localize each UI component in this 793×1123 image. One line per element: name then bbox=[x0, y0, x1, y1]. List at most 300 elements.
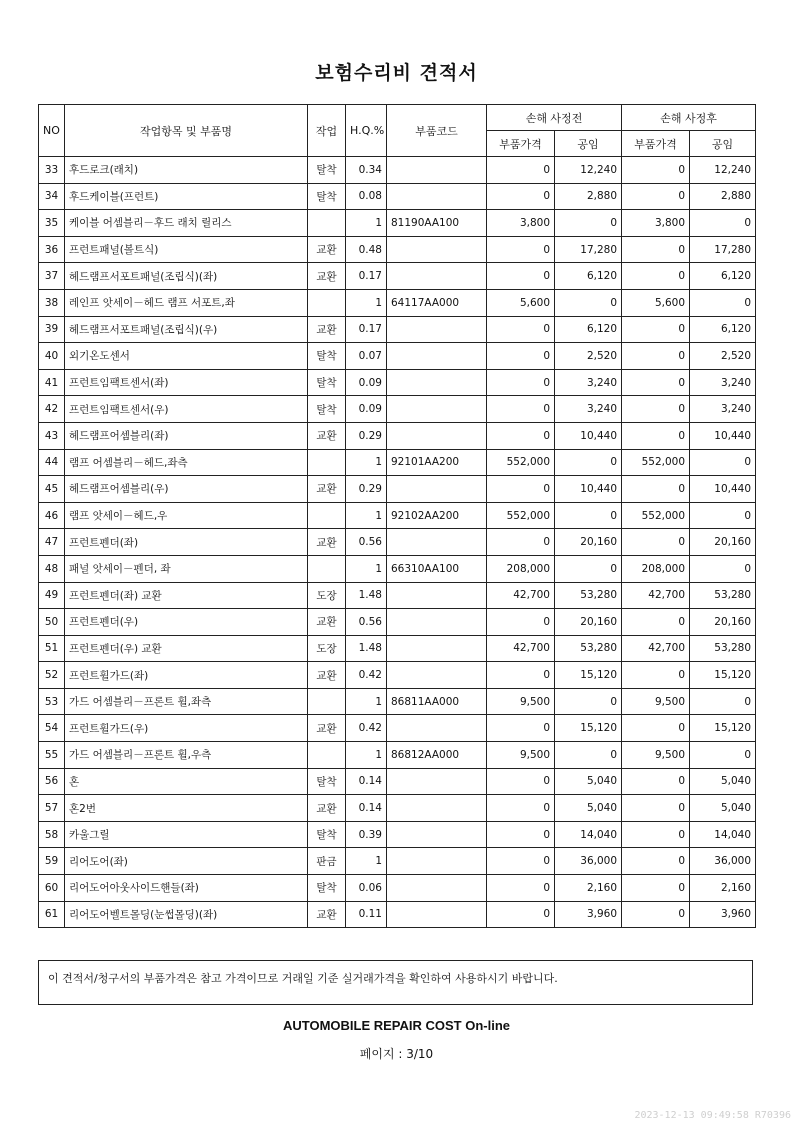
cell-part-code bbox=[387, 715, 487, 742]
cell-after-labor: 0 bbox=[690, 555, 756, 582]
cell-after-labor: 0 bbox=[690, 289, 756, 316]
cell-work: 교환 bbox=[308, 609, 346, 636]
cell-before-part-price: 208,000 bbox=[487, 555, 555, 582]
table-row bbox=[39, 555, 756, 582]
cell-before-labor: 0 bbox=[555, 742, 622, 769]
cell-hq: 0.14 bbox=[346, 768, 387, 795]
cell-before-labor: 0 bbox=[555, 449, 622, 476]
cell-before-labor: 53,280 bbox=[555, 582, 622, 609]
cell-before-labor: 0 bbox=[555, 555, 622, 582]
cell-before-part-price: 0 bbox=[487, 821, 555, 848]
cell-no: 46 bbox=[39, 502, 65, 529]
cell-before-labor: 15,120 bbox=[555, 715, 622, 742]
cell-no: 35 bbox=[39, 210, 65, 237]
cell-before-labor: 10,440 bbox=[555, 476, 622, 503]
cell-work: 교환 bbox=[308, 529, 346, 556]
cell-work: 교환 bbox=[308, 901, 346, 928]
cell-work: 탈착 bbox=[308, 768, 346, 795]
cell-part-code bbox=[387, 343, 487, 370]
table-row bbox=[39, 715, 756, 742]
cell-after-labor: 20,160 bbox=[690, 529, 756, 556]
cell-after-labor: 3,240 bbox=[690, 369, 756, 396]
cell-before-labor: 2,160 bbox=[555, 875, 622, 902]
table-row bbox=[39, 609, 756, 636]
cell-before-labor: 12,240 bbox=[555, 157, 622, 184]
cell-before-labor: 20,160 bbox=[555, 529, 622, 556]
table-row bbox=[39, 157, 756, 184]
cell-hq: 0.09 bbox=[346, 396, 387, 423]
header-hq: H.Q.% bbox=[346, 105, 387, 157]
cell-hq: 0.17 bbox=[346, 263, 387, 290]
cell-after-part-price: 552,000 bbox=[622, 449, 690, 476]
cell-after-labor: 5,040 bbox=[690, 768, 756, 795]
cell-item-name: 프런트휠가드(우) bbox=[65, 715, 308, 742]
cell-after-labor: 12,240 bbox=[690, 157, 756, 184]
table-row bbox=[39, 901, 756, 928]
cell-part-code bbox=[387, 529, 487, 556]
table-row bbox=[39, 236, 756, 263]
cell-after-part-price: 0 bbox=[622, 183, 690, 210]
cell-hq: 0.48 bbox=[346, 236, 387, 263]
header-before-part-price: 부품가격 bbox=[487, 131, 555, 157]
cell-after-part-price: 42,700 bbox=[622, 582, 690, 609]
cell-after-labor: 15,120 bbox=[690, 662, 756, 689]
cell-after-part-price: 0 bbox=[622, 529, 690, 556]
header-before-labor: 공임 bbox=[555, 131, 622, 157]
cell-item-name: 혼 bbox=[65, 768, 308, 795]
cell-after-part-price: 0 bbox=[622, 662, 690, 689]
cell-no: 55 bbox=[39, 742, 65, 769]
cell-work bbox=[308, 449, 346, 476]
cell-after-part-price: 0 bbox=[622, 343, 690, 370]
cell-before-labor: 5,040 bbox=[555, 768, 622, 795]
cell-part-code bbox=[387, 821, 487, 848]
cell-before-labor: 20,160 bbox=[555, 609, 622, 636]
cell-no: 59 bbox=[39, 848, 65, 875]
cell-before-part-price: 9,500 bbox=[487, 742, 555, 769]
cell-item-name: 프런트펜더(좌) 교환 bbox=[65, 582, 308, 609]
header-no: NO bbox=[39, 105, 65, 157]
cell-work: 교환 bbox=[308, 662, 346, 689]
cell-part-code bbox=[387, 582, 487, 609]
cell-before-part-price: 0 bbox=[487, 396, 555, 423]
cell-before-labor: 0 bbox=[555, 688, 622, 715]
cell-hq: 1 bbox=[346, 449, 387, 476]
document-title: 보험수리비 견적서 bbox=[315, 62, 478, 84]
cell-part-code bbox=[387, 396, 487, 423]
cell-after-labor: 2,160 bbox=[690, 875, 756, 902]
cell-after-part-price: 9,500 bbox=[622, 742, 690, 769]
cell-item-name: 외기온도센서 bbox=[65, 343, 308, 370]
cell-no: 57 bbox=[39, 795, 65, 822]
cell-before-labor: 2,520 bbox=[555, 343, 622, 370]
footer-title: AUTOMOBILE REPAIR COST On-line bbox=[282, 1018, 511, 1033]
cell-before-part-price: 0 bbox=[487, 476, 555, 503]
cell-before-part-price: 42,700 bbox=[487, 582, 555, 609]
cell-item-name: 헤드램프어셈블리(우) bbox=[65, 476, 308, 503]
cell-after-labor: 3,960 bbox=[690, 901, 756, 928]
cell-before-labor: 3,240 bbox=[555, 396, 622, 423]
cell-after-part-price: 208,000 bbox=[622, 555, 690, 582]
table-row bbox=[39, 476, 756, 503]
cell-before-part-price: 0 bbox=[487, 369, 555, 396]
cell-before-labor: 53,280 bbox=[555, 635, 622, 662]
timestamp-watermark: 2023-12-13 09:49:58 R70396 bbox=[634, 1110, 791, 1121]
cell-after-labor: 15,120 bbox=[690, 715, 756, 742]
cell-work bbox=[308, 555, 346, 582]
cell-work: 교환 bbox=[308, 316, 346, 343]
cell-part-code bbox=[387, 901, 487, 928]
table-row bbox=[39, 396, 756, 423]
cell-after-part-price: 0 bbox=[622, 609, 690, 636]
cell-work: 탈착 bbox=[308, 343, 346, 370]
table-row bbox=[39, 635, 756, 662]
header-before-assessment: 손해 사정전 bbox=[487, 105, 622, 131]
table-row bbox=[39, 821, 756, 848]
cell-no: 41 bbox=[39, 369, 65, 396]
cell-hq: 1.48 bbox=[346, 582, 387, 609]
cell-item-name: 램프 어셈블리－헤드,좌측 bbox=[65, 449, 308, 476]
cell-no: 51 bbox=[39, 635, 65, 662]
cell-before-part-price: 0 bbox=[487, 529, 555, 556]
cell-before-part-price: 0 bbox=[487, 795, 555, 822]
cell-item-name: 프런트패널(볼트식) bbox=[65, 236, 308, 263]
table-row bbox=[39, 263, 756, 290]
cell-item-name: 프런트펜더(좌) bbox=[65, 529, 308, 556]
cell-no: 52 bbox=[39, 662, 65, 689]
cell-after-part-price: 0 bbox=[622, 795, 690, 822]
cell-before-part-price: 0 bbox=[487, 901, 555, 928]
cell-after-labor: 6,120 bbox=[690, 263, 756, 290]
cell-work: 탈착 bbox=[308, 875, 346, 902]
cell-after-labor: 0 bbox=[690, 688, 756, 715]
cell-work: 교환 bbox=[308, 715, 346, 742]
cell-item-name: 헤드램프서포트패널(조립식)(우) bbox=[65, 316, 308, 343]
cell-after-labor: 14,040 bbox=[690, 821, 756, 848]
cell-before-part-price: 552,000 bbox=[487, 449, 555, 476]
cell-before-part-price: 0 bbox=[487, 715, 555, 742]
cell-item-name: 헤드램프어셈블리(좌) bbox=[65, 422, 308, 449]
cell-part-code: 64117AA000 bbox=[387, 289, 487, 316]
cell-part-code bbox=[387, 369, 487, 396]
cell-item-name: 혼2번 bbox=[65, 795, 308, 822]
cell-work: 교환 bbox=[308, 795, 346, 822]
cell-hq: 0.29 bbox=[346, 422, 387, 449]
cell-item-name: 패널 앗세이－펜더, 좌 bbox=[65, 555, 308, 582]
cell-no: 60 bbox=[39, 875, 65, 902]
cell-after-part-price: 0 bbox=[622, 369, 690, 396]
cell-before-labor: 0 bbox=[555, 210, 622, 237]
cell-item-name: 프런트펜더(우) 교환 bbox=[65, 635, 308, 662]
cell-item-name: 가드 어셈블리－프론트 휠,좌측 bbox=[65, 688, 308, 715]
cell-hq: 0.09 bbox=[346, 369, 387, 396]
cell-after-labor: 0 bbox=[690, 742, 756, 769]
cell-hq: 1 bbox=[346, 210, 387, 237]
header-part-code: 부품코드 bbox=[387, 105, 487, 157]
cell-hq: 0.42 bbox=[346, 715, 387, 742]
cell-after-part-price: 0 bbox=[622, 316, 690, 343]
cell-before-labor: 3,240 bbox=[555, 369, 622, 396]
cell-after-part-price: 9,500 bbox=[622, 688, 690, 715]
cell-item-name: 리어도어벨트몰딩(눈썹몰딩)(좌) bbox=[65, 901, 308, 928]
cell-item-name: 리어도어아웃사이드핸들(좌) bbox=[65, 875, 308, 902]
cell-before-part-price: 0 bbox=[487, 157, 555, 184]
cell-hq: 1 bbox=[346, 742, 387, 769]
cell-part-code bbox=[387, 183, 487, 210]
cell-before-part-price: 0 bbox=[487, 263, 555, 290]
table-row bbox=[39, 316, 756, 343]
cell-before-part-price: 0 bbox=[487, 875, 555, 902]
cell-no: 44 bbox=[39, 449, 65, 476]
cell-after-labor: 53,280 bbox=[690, 635, 756, 662]
cell-after-labor: 5,040 bbox=[690, 795, 756, 822]
cell-after-labor: 0 bbox=[690, 210, 756, 237]
cell-hq: 1 bbox=[346, 848, 387, 875]
cell-after-labor: 36,000 bbox=[690, 848, 756, 875]
cell-after-labor: 10,440 bbox=[690, 422, 756, 449]
cell-item-name: 헤드램프서포트패널(조립식)(좌) bbox=[65, 263, 308, 290]
table-row bbox=[39, 795, 756, 822]
cell-part-code bbox=[387, 768, 487, 795]
cell-before-labor: 0 bbox=[555, 502, 622, 529]
cell-item-name: 프런트펜더(우) bbox=[65, 609, 308, 636]
cell-before-labor: 14,040 bbox=[555, 821, 622, 848]
cell-work bbox=[308, 502, 346, 529]
cell-item-name: 후드케이블(프런트) bbox=[65, 183, 308, 210]
cell-no: 50 bbox=[39, 609, 65, 636]
header-item: 작업항목 및 부품명 bbox=[65, 105, 308, 157]
cell-after-labor: 0 bbox=[690, 502, 756, 529]
cell-before-part-price: 0 bbox=[487, 422, 555, 449]
cell-hq: 0.56 bbox=[346, 609, 387, 636]
table-header bbox=[39, 105, 756, 157]
cell-work: 탈착 bbox=[308, 821, 346, 848]
cell-after-part-price: 0 bbox=[622, 157, 690, 184]
cell-hq: 1.48 bbox=[346, 635, 387, 662]
cell-before-labor: 10,440 bbox=[555, 422, 622, 449]
cell-work: 탈착 bbox=[308, 396, 346, 423]
cell-after-part-price: 0 bbox=[622, 263, 690, 290]
cell-no: 40 bbox=[39, 343, 65, 370]
cell-after-part-price: 552,000 bbox=[622, 502, 690, 529]
cell-after-part-price: 0 bbox=[622, 848, 690, 875]
cell-item-name: 레인프 앗세이－헤드 램프 서포트,좌 bbox=[65, 289, 308, 316]
cell-part-code bbox=[387, 157, 487, 184]
cell-after-part-price: 0 bbox=[622, 901, 690, 928]
cell-no: 56 bbox=[39, 768, 65, 795]
table-body bbox=[39, 157, 756, 928]
cell-before-labor: 5,040 bbox=[555, 795, 622, 822]
cell-part-code bbox=[387, 662, 487, 689]
cell-part-code bbox=[387, 316, 487, 343]
cell-after-part-price: 5,600 bbox=[622, 289, 690, 316]
cell-before-part-price: 5,600 bbox=[487, 289, 555, 316]
cell-after-part-price: 0 bbox=[622, 768, 690, 795]
cell-work: 교환 bbox=[308, 236, 346, 263]
cell-part-code bbox=[387, 875, 487, 902]
cell-after-labor: 3,240 bbox=[690, 396, 756, 423]
header-after-labor: 공임 bbox=[690, 131, 756, 157]
cell-no: 33 bbox=[39, 157, 65, 184]
cell-before-labor: 3,960 bbox=[555, 901, 622, 928]
cell-before-labor: 17,280 bbox=[555, 236, 622, 263]
cell-item-name: 카울그릴 bbox=[65, 821, 308, 848]
cell-before-part-price: 0 bbox=[487, 316, 555, 343]
cell-part-code bbox=[387, 236, 487, 263]
price-notice bbox=[38, 960, 753, 1005]
cell-after-labor: 6,120 bbox=[690, 316, 756, 343]
table-row bbox=[39, 449, 756, 476]
table-row bbox=[39, 502, 756, 529]
table-row bbox=[39, 343, 756, 370]
cell-after-part-price: 0 bbox=[622, 476, 690, 503]
cell-before-part-price: 0 bbox=[487, 662, 555, 689]
cell-part-code: 66310AA100 bbox=[387, 555, 487, 582]
table-row bbox=[39, 582, 756, 609]
table-row bbox=[39, 768, 756, 795]
table-row bbox=[39, 422, 756, 449]
cell-before-part-price: 0 bbox=[487, 768, 555, 795]
cell-after-part-price: 0 bbox=[622, 875, 690, 902]
cell-work: 도장 bbox=[308, 582, 346, 609]
cell-after-part-price: 42,700 bbox=[622, 635, 690, 662]
cell-before-part-price: 3,800 bbox=[487, 210, 555, 237]
notice-text: 이 견적서/청구서의 부품가격은 참고 가격이므로 거래일 기준 실거래가격을 확인하여 사용하시기 바랍니다. bbox=[48, 972, 558, 985]
table-row bbox=[39, 369, 756, 396]
cell-no: 54 bbox=[39, 715, 65, 742]
cell-work bbox=[308, 210, 346, 237]
cell-after-part-price: 0 bbox=[622, 236, 690, 263]
cell-before-part-price: 0 bbox=[487, 236, 555, 263]
cell-part-code: 86811AA000 bbox=[387, 688, 487, 715]
cell-work bbox=[308, 289, 346, 316]
cell-no: 58 bbox=[39, 821, 65, 848]
cell-no: 38 bbox=[39, 289, 65, 316]
table-row bbox=[39, 688, 756, 715]
cell-work: 교환 bbox=[308, 476, 346, 503]
cell-no: 61 bbox=[39, 901, 65, 928]
cell-hq: 1 bbox=[346, 502, 387, 529]
cell-hq: 0.39 bbox=[346, 821, 387, 848]
cell-work bbox=[308, 688, 346, 715]
table-row bbox=[39, 848, 756, 875]
cell-part-code bbox=[387, 476, 487, 503]
estimate-table bbox=[38, 104, 756, 928]
cell-hq: 0.08 bbox=[346, 183, 387, 210]
cell-item-name: 프런트임팩트센서(좌) bbox=[65, 369, 308, 396]
cell-hq: 0.34 bbox=[346, 157, 387, 184]
cell-part-code: 92102AA200 bbox=[387, 502, 487, 529]
cell-hq: 1 bbox=[346, 688, 387, 715]
cell-work: 탈착 bbox=[308, 369, 346, 396]
cell-hq: 0.06 bbox=[346, 875, 387, 902]
cell-part-code bbox=[387, 635, 487, 662]
cell-before-labor: 6,120 bbox=[555, 316, 622, 343]
cell-hq: 0.14 bbox=[346, 795, 387, 822]
cell-no: 34 bbox=[39, 183, 65, 210]
table-row bbox=[39, 875, 756, 902]
cell-item-name: 프런트휠가드(좌) bbox=[65, 662, 308, 689]
cell-part-code bbox=[387, 848, 487, 875]
table-row bbox=[39, 183, 756, 210]
cell-after-part-price: 0 bbox=[622, 715, 690, 742]
cell-work bbox=[308, 742, 346, 769]
cell-work: 탈착 bbox=[308, 157, 346, 184]
header-after-part-price: 부품가격 bbox=[622, 131, 690, 157]
cell-item-name: 케이블 어셈블리－후드 래치 릴리스 bbox=[65, 210, 308, 237]
cell-before-part-price: 9,500 bbox=[487, 688, 555, 715]
cell-work: 교환 bbox=[308, 263, 346, 290]
cell-hq: 0.56 bbox=[346, 529, 387, 556]
cell-part-code: 81190AA100 bbox=[387, 210, 487, 237]
cell-before-labor: 36,000 bbox=[555, 848, 622, 875]
cell-no: 36 bbox=[39, 236, 65, 263]
cell-before-labor: 15,120 bbox=[555, 662, 622, 689]
cell-before-part-price: 552,000 bbox=[487, 502, 555, 529]
cell-part-code bbox=[387, 795, 487, 822]
cell-after-part-price: 0 bbox=[622, 422, 690, 449]
cell-after-labor: 0 bbox=[690, 449, 756, 476]
cell-no: 48 bbox=[39, 555, 65, 582]
cell-after-labor: 2,520 bbox=[690, 343, 756, 370]
cell-before-labor: 6,120 bbox=[555, 263, 622, 290]
cell-part-code: 92101AA200 bbox=[387, 449, 487, 476]
cell-after-part-price: 3,800 bbox=[622, 210, 690, 237]
cell-after-labor: 10,440 bbox=[690, 476, 756, 503]
page-number: 페이지 : 3/10 bbox=[359, 1047, 434, 1061]
cell-work: 교환 bbox=[308, 422, 346, 449]
cell-no: 39 bbox=[39, 316, 65, 343]
cell-item-name: 프런트임팩트센서(우) bbox=[65, 396, 308, 423]
table-row bbox=[39, 210, 756, 237]
cell-before-part-price: 0 bbox=[487, 848, 555, 875]
cell-after-labor: 20,160 bbox=[690, 609, 756, 636]
cell-after-labor: 2,880 bbox=[690, 183, 756, 210]
cell-work: 판금 bbox=[308, 848, 346, 875]
cell-before-labor: 0 bbox=[555, 289, 622, 316]
cell-no: 49 bbox=[39, 582, 65, 609]
cell-hq: 0.07 bbox=[346, 343, 387, 370]
cell-hq: 1 bbox=[346, 555, 387, 582]
cell-before-labor: 2,880 bbox=[555, 183, 622, 210]
cell-hq: 0.29 bbox=[346, 476, 387, 503]
cell-after-part-price: 0 bbox=[622, 396, 690, 423]
cell-part-code bbox=[387, 263, 487, 290]
cell-hq: 0.42 bbox=[346, 662, 387, 689]
cell-after-labor: 53,280 bbox=[690, 582, 756, 609]
cell-work: 탈착 bbox=[308, 183, 346, 210]
cell-part-code bbox=[387, 609, 487, 636]
cell-before-part-price: 0 bbox=[487, 343, 555, 370]
cell-part-code bbox=[387, 422, 487, 449]
header-work: 작업 bbox=[308, 105, 346, 157]
table-row bbox=[39, 742, 756, 769]
table-row bbox=[39, 529, 756, 556]
cell-after-labor: 17,280 bbox=[690, 236, 756, 263]
table-row bbox=[39, 662, 756, 689]
table-row bbox=[39, 289, 756, 316]
cell-item-name: 리어도어(좌) bbox=[65, 848, 308, 875]
cell-item-name: 램프 앗세이－헤드,우 bbox=[65, 502, 308, 529]
cell-hq: 0.11 bbox=[346, 901, 387, 928]
cell-no: 43 bbox=[39, 422, 65, 449]
cell-before-part-price: 0 bbox=[487, 183, 555, 210]
cell-after-part-price: 0 bbox=[622, 821, 690, 848]
cell-hq: 1 bbox=[346, 289, 387, 316]
cell-no: 47 bbox=[39, 529, 65, 556]
cell-hq: 0.17 bbox=[346, 316, 387, 343]
cell-item-name: 후드로크(래치) bbox=[65, 157, 308, 184]
